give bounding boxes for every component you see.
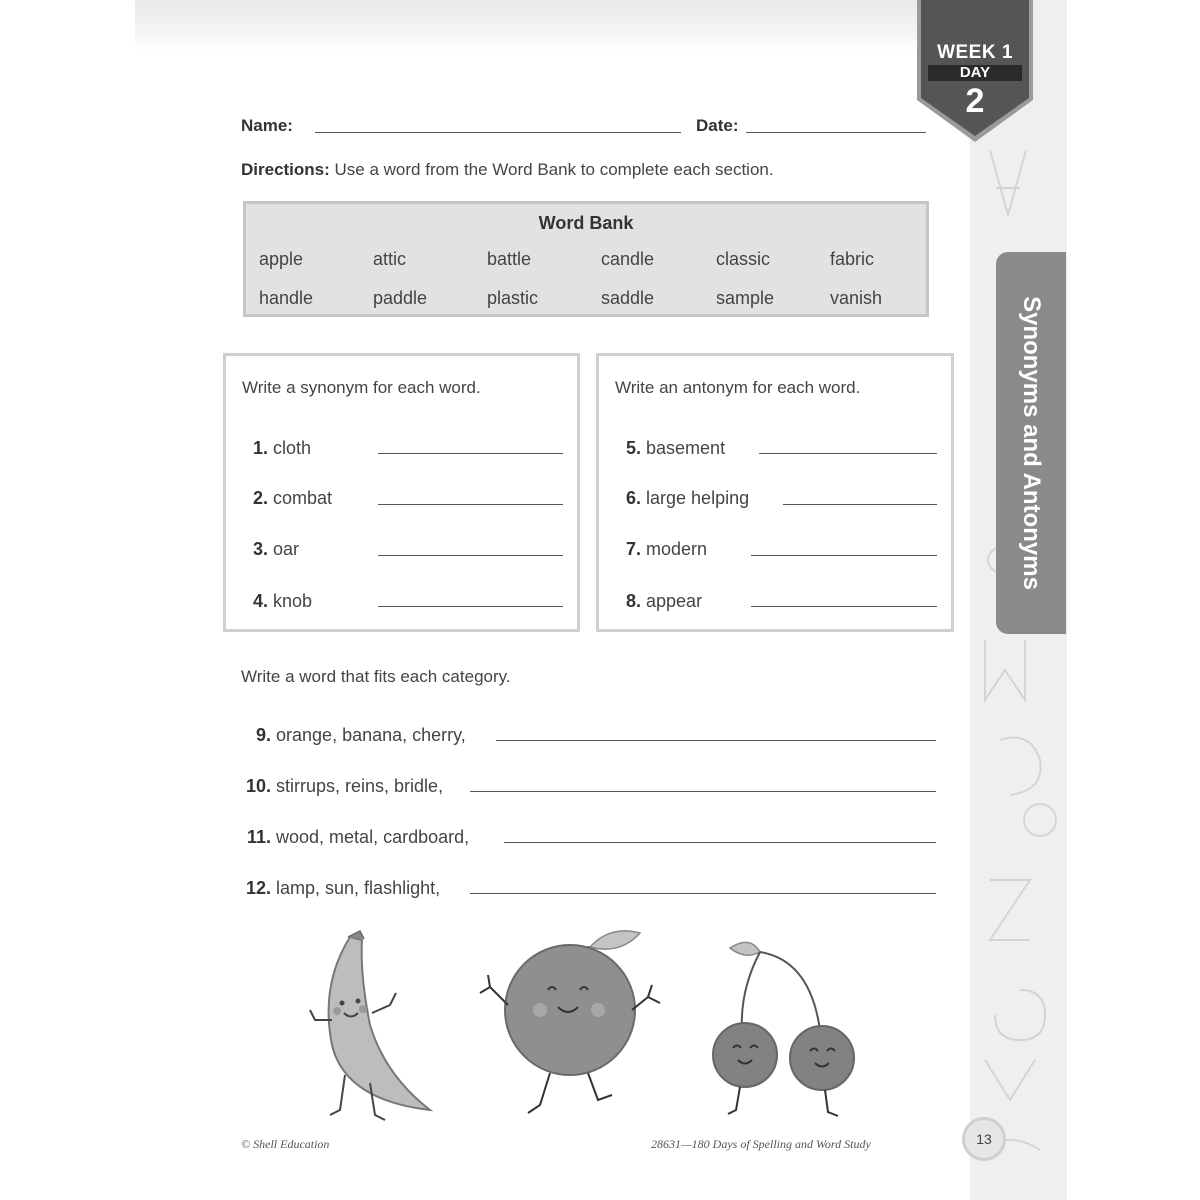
item-text: stirrups, reins, bridle, xyxy=(276,776,444,796)
synonym-answer-line-1[interactable] xyxy=(378,453,563,454)
antonym-item-8 xyxy=(619,591,702,612)
item-text: orange, banana, cherry, xyxy=(276,725,466,745)
directions-text: Use a word from the Word Bank to complete each section. xyxy=(329,160,774,179)
category-item-11 xyxy=(241,827,469,848)
item-word: appear xyxy=(646,591,703,611)
item-word: modern xyxy=(646,539,708,559)
word-bank-word: fabric xyxy=(830,249,875,269)
word-bank-word: candle xyxy=(601,249,655,269)
item-word: oar xyxy=(273,539,300,559)
category-title: Write a word that fits each category. xyxy=(241,667,511,686)
item-word: large helping xyxy=(646,488,750,508)
category-item-12 xyxy=(241,878,440,899)
item-number: 8. xyxy=(625,591,641,611)
category-answer-line-12[interactable] xyxy=(470,893,936,894)
word-bank-word: paddle xyxy=(373,288,428,308)
footer-copyright: © Shell Education xyxy=(241,1137,330,1151)
section-side-tab xyxy=(996,252,1066,634)
item-word: cloth xyxy=(273,438,312,458)
word-bank-word: sample xyxy=(716,288,775,308)
category-answer-line-10[interactable] xyxy=(470,791,936,792)
item-number: 4. xyxy=(252,591,268,611)
date-field[interactable] xyxy=(746,132,926,133)
item-text: wood, metal, cardboard, xyxy=(276,827,470,847)
synonym-item-1 xyxy=(246,438,311,459)
item-text: lamp, sun, flashlight, xyxy=(276,878,441,898)
item-number: 12. xyxy=(245,878,271,898)
category-answer-line-11[interactable] xyxy=(504,842,936,843)
item-number: 9. xyxy=(255,725,271,745)
synonym-answer-line-2[interactable] xyxy=(378,504,563,505)
side-tab-label: Synonyms and Antonyms xyxy=(1018,296,1045,590)
antonym-answer-line-7[interactable] xyxy=(751,555,937,556)
antonym-box-title: Write an antonym for each word. xyxy=(615,378,861,397)
synonym-item-4 xyxy=(246,591,312,612)
item-number: 11. xyxy=(246,827,271,847)
word-bank xyxy=(243,201,929,317)
footer-book-title: 28631—180 Days of Spelling and Word Study xyxy=(651,1137,871,1151)
directions-label: Directions: xyxy=(241,160,330,179)
item-word: combat xyxy=(273,488,333,508)
item-word: knob xyxy=(273,591,313,611)
week-label: WEEK 1 xyxy=(937,42,1013,63)
synonym-item-3 xyxy=(246,539,299,560)
week-day-badge xyxy=(917,0,1033,142)
synonym-item-2 xyxy=(246,488,332,509)
word-bank-word: saddle xyxy=(601,288,655,308)
item-number: 3. xyxy=(252,539,268,559)
category-answer-line-9[interactable] xyxy=(496,740,936,741)
word-bank-word: handle xyxy=(259,288,314,308)
antonym-box xyxy=(596,353,954,632)
synonym-box xyxy=(223,353,580,632)
word-bank-word: plastic xyxy=(487,288,539,308)
word-bank-word: vanish xyxy=(830,288,883,308)
word-bank-title: Word Bank xyxy=(538,213,634,233)
word-bank-word: classic xyxy=(716,249,771,269)
antonym-answer-line-6[interactable] xyxy=(783,504,937,505)
antonym-answer-line-5[interactable] xyxy=(759,453,937,454)
date-label: Date: xyxy=(696,116,739,135)
name-label: Name: xyxy=(241,116,293,135)
word-bank-word: attic xyxy=(373,249,407,269)
item-word: basement xyxy=(646,438,726,458)
synonym-answer-line-3[interactable] xyxy=(378,555,563,556)
directions xyxy=(241,160,774,180)
antonym-item-6 xyxy=(619,488,749,509)
category-item-10 xyxy=(241,776,443,797)
orange-illustration xyxy=(470,925,670,1130)
antonym-item-5 xyxy=(619,438,725,459)
item-number: 2. xyxy=(252,488,268,508)
word-bank-word: apple xyxy=(259,249,304,269)
item-number: 10. xyxy=(245,776,271,796)
antonym-answer-line-8[interactable] xyxy=(751,606,937,607)
word-bank-word: battle xyxy=(487,249,532,269)
item-number: 7. xyxy=(625,539,641,559)
banana-illustration xyxy=(290,925,450,1125)
day-label: DAY xyxy=(928,65,1022,81)
item-number: 1. xyxy=(252,438,268,458)
day-number: 2 xyxy=(965,82,985,120)
synonym-box-title: Write a synonym for each word. xyxy=(242,378,481,397)
item-number: 6. xyxy=(625,488,641,508)
item-number: 5. xyxy=(625,438,641,458)
cherries-illustration xyxy=(700,930,880,1125)
synonym-answer-line-4[interactable] xyxy=(378,606,563,607)
antonym-item-7 xyxy=(619,539,707,560)
name-field[interactable] xyxy=(315,132,681,133)
page-number: 13 xyxy=(962,1117,1006,1161)
category-item-9 xyxy=(241,725,466,746)
